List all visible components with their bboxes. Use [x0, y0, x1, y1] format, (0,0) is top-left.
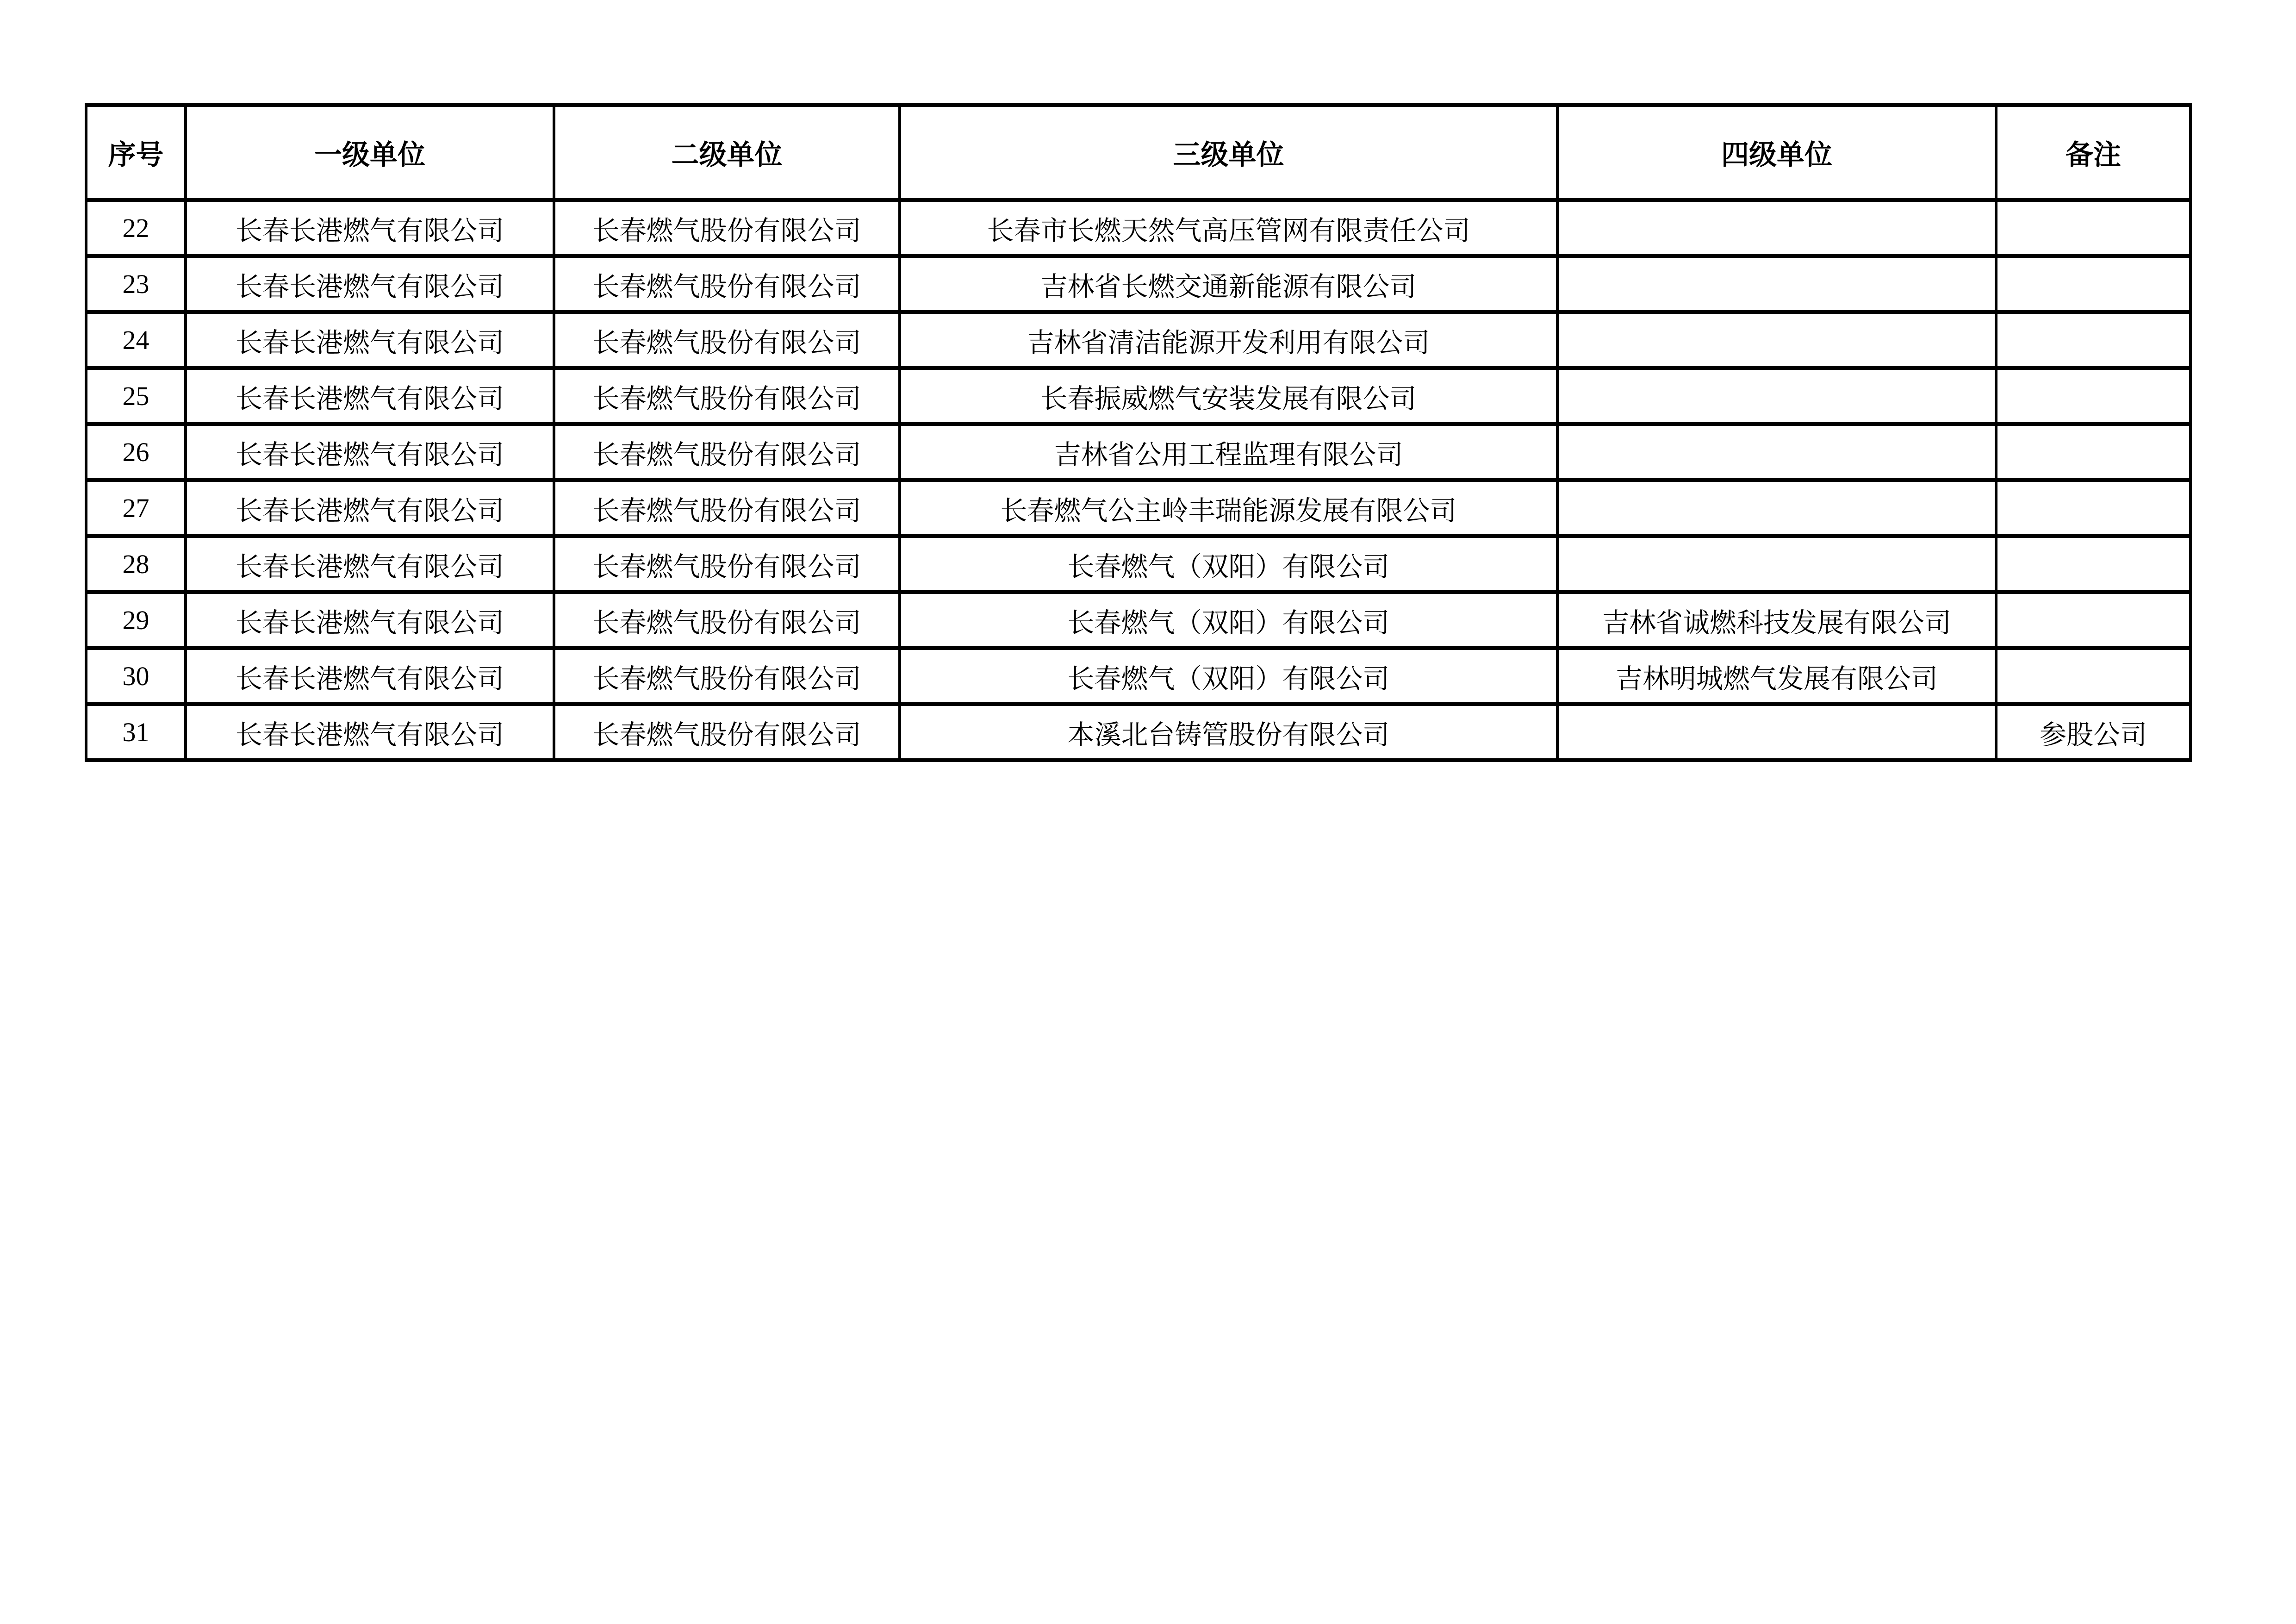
cell-level4-unit: 吉林明城燃气发展有限公司 — [1557, 648, 1996, 704]
cell-level2-unit: 长春燃气股份有限公司 — [554, 592, 900, 648]
cell-level3-unit: 吉林省长燃交通新能源有限公司 — [900, 256, 1557, 312]
cell-remarks — [1996, 368, 2190, 424]
table-row — [86, 536, 2190, 592]
cell-level4-unit — [1557, 424, 1996, 480]
cell-level3-unit: 吉林省清洁能源开发利用有限公司 — [900, 312, 1557, 368]
cell-level1-unit: 长春长港燃气有限公司 — [186, 480, 554, 536]
cell-seq: 22 — [86, 200, 186, 256]
cell-level1-unit: 长春长港燃气有限公司 — [186, 368, 554, 424]
table-row — [86, 648, 2190, 704]
cell-level1-unit: 长春长港燃气有限公司 — [186, 424, 554, 480]
header-seq: 序号 — [86, 105, 186, 200]
cell-level1-unit: 长春长港燃气有限公司 — [186, 256, 554, 312]
cell-level4-unit — [1557, 536, 1996, 592]
table-row — [86, 368, 2190, 424]
cell-remarks — [1996, 200, 2190, 256]
cell-level3-unit: 吉林省公用工程监理有限公司 — [900, 424, 1557, 480]
cell-remarks — [1996, 424, 2190, 480]
header-level1-unit: 一级单位 — [186, 105, 554, 200]
table-row — [86, 312, 2190, 368]
cell-level3-unit: 长春燃气公主岭丰瑞能源发展有限公司 — [900, 480, 1557, 536]
cell-remarks — [1996, 648, 2190, 704]
cell-level3-unit: 长春燃气（双阳）有限公司 — [900, 536, 1557, 592]
cell-remarks — [1996, 312, 2190, 368]
cell-level4-unit — [1557, 480, 1996, 536]
cell-level4-unit — [1557, 200, 1996, 256]
cell-seq: 26 — [86, 424, 186, 480]
header-level3-unit: 三级单位 — [900, 105, 1557, 200]
cell-level1-unit: 长春长港燃气有限公司 — [186, 592, 554, 648]
cell-level2-unit: 长春燃气股份有限公司 — [554, 480, 900, 536]
org-units-table — [85, 103, 2192, 762]
cell-seq: 29 — [86, 592, 186, 648]
header-level4-unit: 四级单位 — [1557, 105, 1996, 200]
cell-level2-unit: 长春燃气股份有限公司 — [554, 536, 900, 592]
cell-level1-unit: 长春长港燃气有限公司 — [186, 704, 554, 760]
table-row — [86, 200, 2190, 256]
cell-remarks — [1996, 536, 2190, 592]
cell-level3-unit: 长春振威燃气安装发展有限公司 — [900, 368, 1557, 424]
header-remarks: 备注 — [1996, 105, 2190, 200]
cell-level3-unit: 长春市长燃天然气高压管网有限责任公司 — [900, 200, 1557, 256]
cell-seq: 24 — [86, 312, 186, 368]
cell-level4-unit — [1557, 704, 1996, 760]
cell-level4-unit — [1557, 368, 1996, 424]
table-row — [86, 424, 2190, 480]
cell-remarks: 参股公司 — [1996, 704, 2190, 760]
cell-level1-unit: 长春长港燃气有限公司 — [186, 536, 554, 592]
cell-level4-unit — [1557, 256, 1996, 312]
cell-level2-unit: 长春燃气股份有限公司 — [554, 200, 900, 256]
cell-seq: 23 — [86, 256, 186, 312]
table-row — [86, 704, 2190, 760]
cell-seq: 31 — [86, 704, 186, 760]
cell-remarks — [1996, 480, 2190, 536]
cell-level2-unit: 长春燃气股份有限公司 — [554, 368, 900, 424]
header-level2-unit: 二级单位 — [554, 105, 900, 200]
cell-level3-unit: 本溪北台铸管股份有限公司 — [900, 704, 1557, 760]
cell-level2-unit: 长春燃气股份有限公司 — [554, 704, 900, 760]
cell-level1-unit: 长春长港燃气有限公司 — [186, 648, 554, 704]
cell-level2-unit: 长春燃气股份有限公司 — [554, 256, 900, 312]
cell-remarks — [1996, 256, 2190, 312]
table-row — [86, 480, 2190, 536]
cell-level4-unit — [1557, 312, 1996, 368]
cell-level3-unit: 长春燃气（双阳）有限公司 — [900, 592, 1557, 648]
cell-seq: 27 — [86, 480, 186, 536]
cell-level4-unit: 吉林省诚燃科技发展有限公司 — [1557, 592, 1996, 648]
cell-level2-unit: 长春燃气股份有限公司 — [554, 424, 900, 480]
cell-level3-unit: 长春燃气（双阳）有限公司 — [900, 648, 1557, 704]
cell-seq: 30 — [86, 648, 186, 704]
cell-seq: 25 — [86, 368, 186, 424]
table-row — [86, 592, 2190, 648]
cell-level1-unit: 长春长港燃气有限公司 — [186, 200, 554, 256]
cell-level2-unit: 长春燃气股份有限公司 — [554, 648, 900, 704]
cell-level2-unit: 长春燃气股份有限公司 — [554, 312, 900, 368]
cell-seq: 28 — [86, 536, 186, 592]
header-row — [86, 105, 2190, 200]
table-row — [86, 256, 2190, 312]
cell-level1-unit: 长春长港燃气有限公司 — [186, 312, 554, 368]
cell-remarks — [1996, 592, 2190, 648]
